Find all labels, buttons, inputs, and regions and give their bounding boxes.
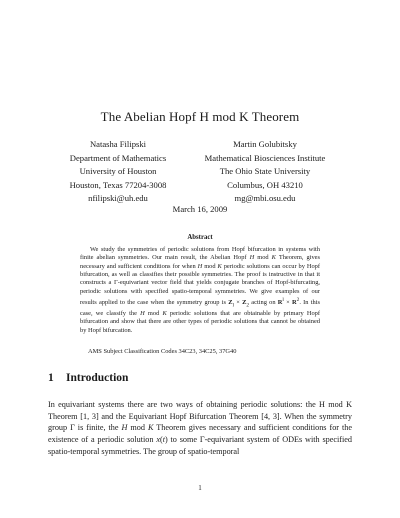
- section-title: Introduction: [66, 372, 129, 384]
- abstract-text: We study the symmetries of periodic solutions from Hopf bifurcation in systems with finite abelian symmetries. Our main result, the Abelian Hopf H mod K Theorem, gives necessary and sufficient conditions for when H mod K periodic solutions can occur by Hopf bifurcation, as well as classifies their possible symmetries. The proof is instructive in that it constructs a Γ-equivariant vector field that yields conjugate branches of Hopf-bifurcating, periodic solutions with specified spatio-temporal symmetries. We give examples of our results applied to the case when the symmetry group is $Z_l \times Z_2$ acting on $R^l \times R^2$. In this case, we classify the H mod K periodic solutions that are obtainable by primary Hopf bifurcation and show that there are other types of periodic solutions that cannot be obtained by Hopf bifurcation.: [80, 246, 321, 334]
- paper-title: The Abelian Hopf H mod K Theorem: [100, 109, 300, 124]
- author-email: nfilipski@uh.edu: [88, 193, 148, 204]
- paper-date: March 16, 2009: [172, 204, 228, 214]
- section-heading: [48, 372, 128, 384]
- section-number: 1: [48, 372, 54, 384]
- author-block-2: [180, 138, 350, 206]
- page-number: 1: [198, 484, 202, 492]
- author-address: Houston, Texas 77204-3008: [69, 179, 167, 190]
- author-name: Natasha Filipski: [89, 139, 147, 149]
- author-email: mg@mbi.osu.edu: [234, 193, 296, 204]
- author-affiliation: Mathematical Biosciences Institute: [204, 152, 326, 163]
- intro-paragraph: In equivariant systems there are two ways of obtaining periodic solutions: the H mod K Theorem [1, 3] and the Equivariant Hopf Bifurcation Theorem [4, 3]. When the symmetry group Γ is finite, the H mod K Theorem gives necessary and sufficient conditions for the existence of a periodic solution x(t) to some Γ-equivariant system of ODEs with specified spatio-temporal symmetries. The group of spatio-temporal: [48, 400, 353, 456]
- author-affiliation: Department of Mathematics: [69, 152, 167, 163]
- author-address: Columbus, OH 43210: [227, 179, 303, 190]
- author-institution: University of Houston: [79, 166, 157, 177]
- author-institution: The Ohio State University: [219, 166, 311, 177]
- abstract-heading: Abstract: [187, 234, 213, 241]
- ams-classification: AMS Subject Classification Codes 34C23, 34C25, 37G40: [88, 348, 237, 355]
- author-name: Martin Golubitsky: [233, 139, 297, 149]
- author-block-1: [50, 138, 186, 206]
